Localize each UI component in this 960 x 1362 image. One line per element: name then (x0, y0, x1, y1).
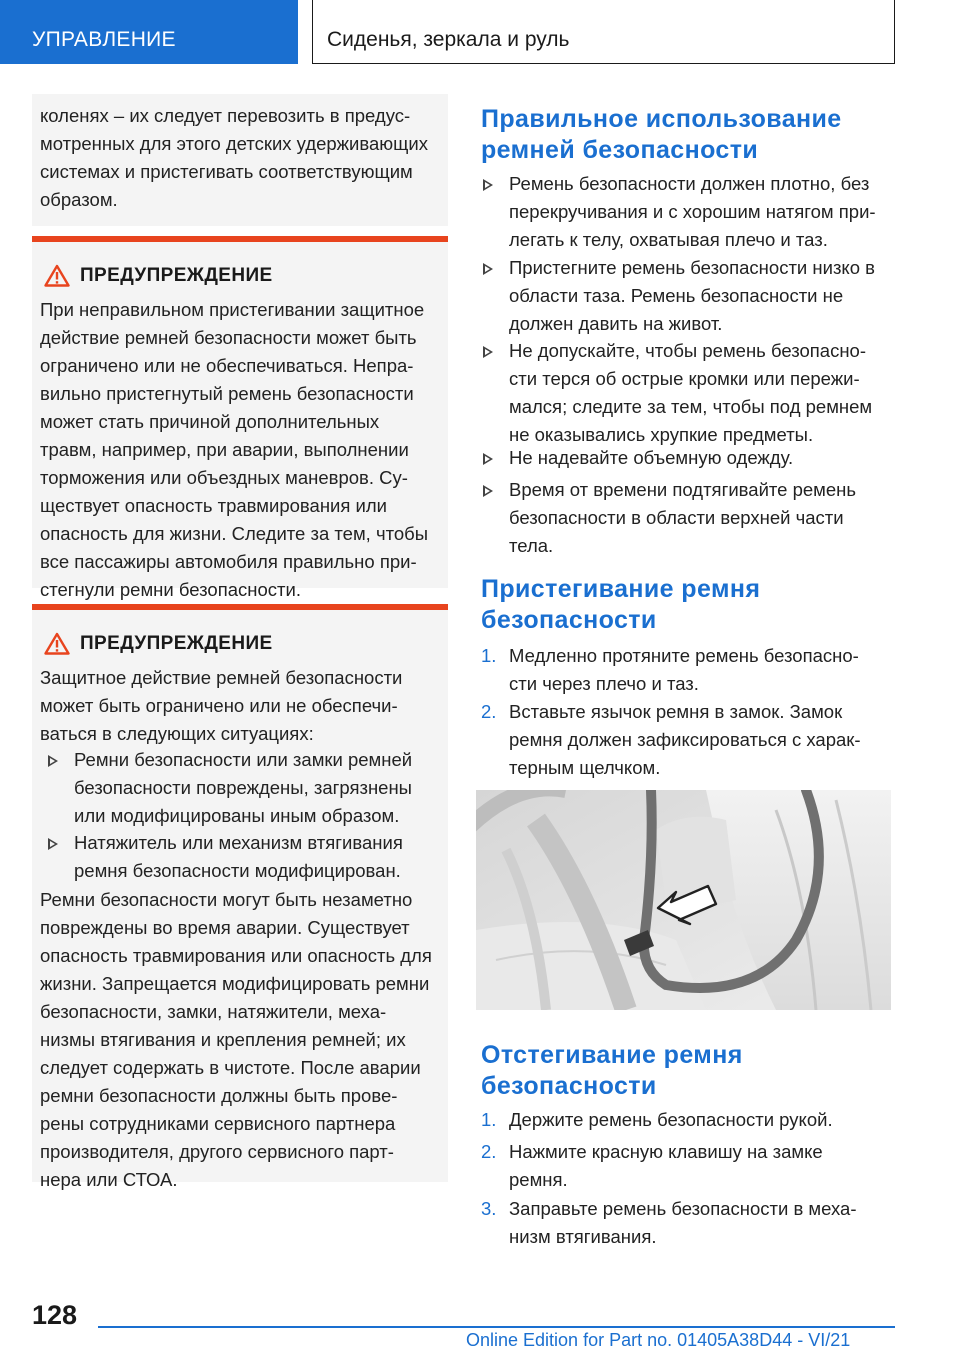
text-line: сти терся об острые кромки или пережи- (509, 368, 860, 389)
text-line: Заправьте ремень безопасности в меха- (509, 1198, 857, 1219)
warning-outro-2 (40, 886, 442, 1194)
header-chapter-label: Сиденья, зеркала и руль (327, 28, 570, 51)
text-line: Не допускайте, чтобы ремень безопасно- (509, 340, 867, 361)
text-line: области таза. Ремень безопасности не (509, 285, 844, 306)
text-line: стегнули ремни безопасности. (40, 579, 301, 600)
text-line: низмы втягивания и крепления ремней; их (40, 1029, 406, 1050)
text-line: ремни безопасности должны быть прове- (40, 1085, 398, 1106)
text-line: ремня должен зафиксироваться с харак- (509, 729, 861, 750)
text-line: ваться в следующих ситуациях: (40, 723, 314, 744)
text-line: Натяжитель или механизм втягивания (74, 832, 403, 853)
step-number: 2. (481, 701, 497, 722)
text-line: Ремни безопасности могут быть незаметно (40, 889, 413, 910)
text-line: ремня безопасности модифицирован. (74, 860, 401, 881)
text-line: опасность для жизни. Следите за тем, чтобы (40, 523, 429, 544)
triangle-bullet-icon (483, 485, 493, 497)
text-line: легать к телу, охватывая плечо и таз. (509, 229, 828, 250)
warning-text-1 (40, 296, 442, 604)
text-line: мотренных для этого детских удерживающих (40, 133, 428, 154)
text-line: ществует опасность травмирования или (40, 495, 388, 516)
text-line: или модифицированы иным образом. (74, 805, 400, 826)
text-line: низм втягивания. (509, 1226, 657, 1247)
text-line: все пассажиры автомобиля правильно при- (40, 551, 417, 572)
text-line: действие ремней безопасности может быть (40, 327, 417, 348)
text-line: Время от времени подтягивайте ремень (509, 479, 857, 500)
text-line: тела. (509, 535, 554, 556)
text-line: Защитное действие ремней безопасности (40, 667, 403, 688)
text-line: не оказывались хрупкие предметы. (509, 424, 814, 445)
warning-intro-2 (40, 664, 442, 748)
text-line: образом. (40, 189, 118, 210)
triangle-bullet-icon (48, 755, 58, 767)
title-line: безопасности (481, 1072, 657, 1100)
text-line: мался; следите за тем, чтобы под ремнем (509, 396, 873, 417)
triangle-bullet-icon (483, 453, 493, 465)
section-title (481, 1040, 901, 1102)
text-line: производителя, другого сервисного парт- (40, 1141, 394, 1162)
step-number: 3. (481, 1198, 497, 1219)
text-line: Ремень безопасности должен плотно, без (509, 173, 870, 194)
footer-divider (98, 1326, 895, 1328)
text-line: ремня. (509, 1169, 568, 1190)
title-line: безопасности (481, 606, 657, 634)
warning-title-text: ПРЕДУПРЕЖДЕНИЕ (80, 265, 273, 286)
triangle-bullet-icon (483, 263, 493, 275)
text-line: Не надевайте объемную одежду. (509, 447, 794, 468)
text-line: Держите ремень безопасности рукой. (509, 1109, 833, 1130)
text-line: может быть ограничено или не обеспечи- (40, 695, 398, 716)
step-number: 2. (481, 1141, 497, 1162)
text-line: ограничено или не обеспечиваться. Непра- (40, 355, 414, 376)
text-line: может стать причиной дополнительных (40, 411, 380, 432)
text-line: торможения или объездных маневров. Су- (40, 467, 408, 488)
seatbelt-buckle-photo (476, 790, 891, 1010)
text-line: системах и пристегивать соответствующим (40, 161, 413, 182)
text-line: безопасности повреждены, загрязнены (74, 777, 412, 798)
text-line: Нажмите красную клавишу на замке (509, 1141, 823, 1162)
text-line: опасность травмирования или опасность для (40, 945, 432, 966)
text-line: вильно пристегнутый ремень безопасности (40, 383, 414, 404)
footer-edition: Online Edition for Part no. 01405A38D44 - VI/21 (466, 1330, 851, 1350)
title-line: Отстегивание ремня (481, 1041, 743, 1069)
intro-text (40, 102, 442, 214)
triangle-bullet-icon (483, 179, 493, 191)
text-line: сти через плечо и таз. (509, 673, 699, 694)
text-line: жизни. Запрещается модифицировать ремни (40, 973, 430, 994)
header-section-tab (0, 0, 298, 64)
step-number: 1. (481, 1109, 497, 1130)
text-line: Пристегните ремень безопасности низко в (509, 257, 875, 278)
seatbelt-buckle-illustration (476, 790, 891, 1010)
text-line: нера или СТОА. (40, 1169, 178, 1190)
header-section-label: УПРАВЛЕНИЕ (32, 28, 176, 51)
triangle-bullet-icon (483, 346, 493, 358)
text-line: Медленно протяните ремень безопасно- (509, 645, 859, 666)
text-line: повреждены во время аварии. Существует (40, 917, 410, 938)
text-line: рены сотрудниками сервисного партнера (40, 1113, 396, 1134)
text-line: перекручивания и с хорошим натягом при- (509, 201, 876, 222)
warning-title-text: ПРЕДУПРЕЖДЕНИЕ (80, 633, 273, 654)
text-line: следует содержать в чистоте. После аварии (40, 1057, 421, 1078)
section-title (481, 104, 901, 166)
header-chapter-box (312, 0, 895, 64)
triangle-bullet-icon (48, 838, 58, 850)
step-number: 1. (481, 645, 497, 666)
text-line: коленях – их следует перевозить в предус- (40, 105, 411, 126)
text-line: должен давить на живот. (509, 313, 723, 334)
text-line: При неправильном пристегивании защитное (40, 299, 425, 320)
text-line: безопасности в области верхней части (509, 507, 844, 528)
title-line: ремней безопасности (481, 136, 759, 164)
text-line: терным щелчком. (509, 757, 661, 778)
text-line: травм, например, при аварии, выполнении (40, 439, 409, 460)
text-line: безопасности, замки, натяжители, меха- (40, 1001, 387, 1022)
warning-triangle-icon (44, 632, 70, 655)
warning-triangle-icon (44, 264, 70, 287)
title-line: Правильное использование (481, 105, 842, 133)
section-title (481, 574, 901, 636)
text-line: Вставьте язычок ремня в замок. Замок (509, 701, 843, 722)
page-number: 128 (32, 1300, 78, 1330)
text-line: Ремни безопасности или замки ремней (74, 749, 413, 770)
title-line: Пристегивание ремня (481, 575, 761, 603)
